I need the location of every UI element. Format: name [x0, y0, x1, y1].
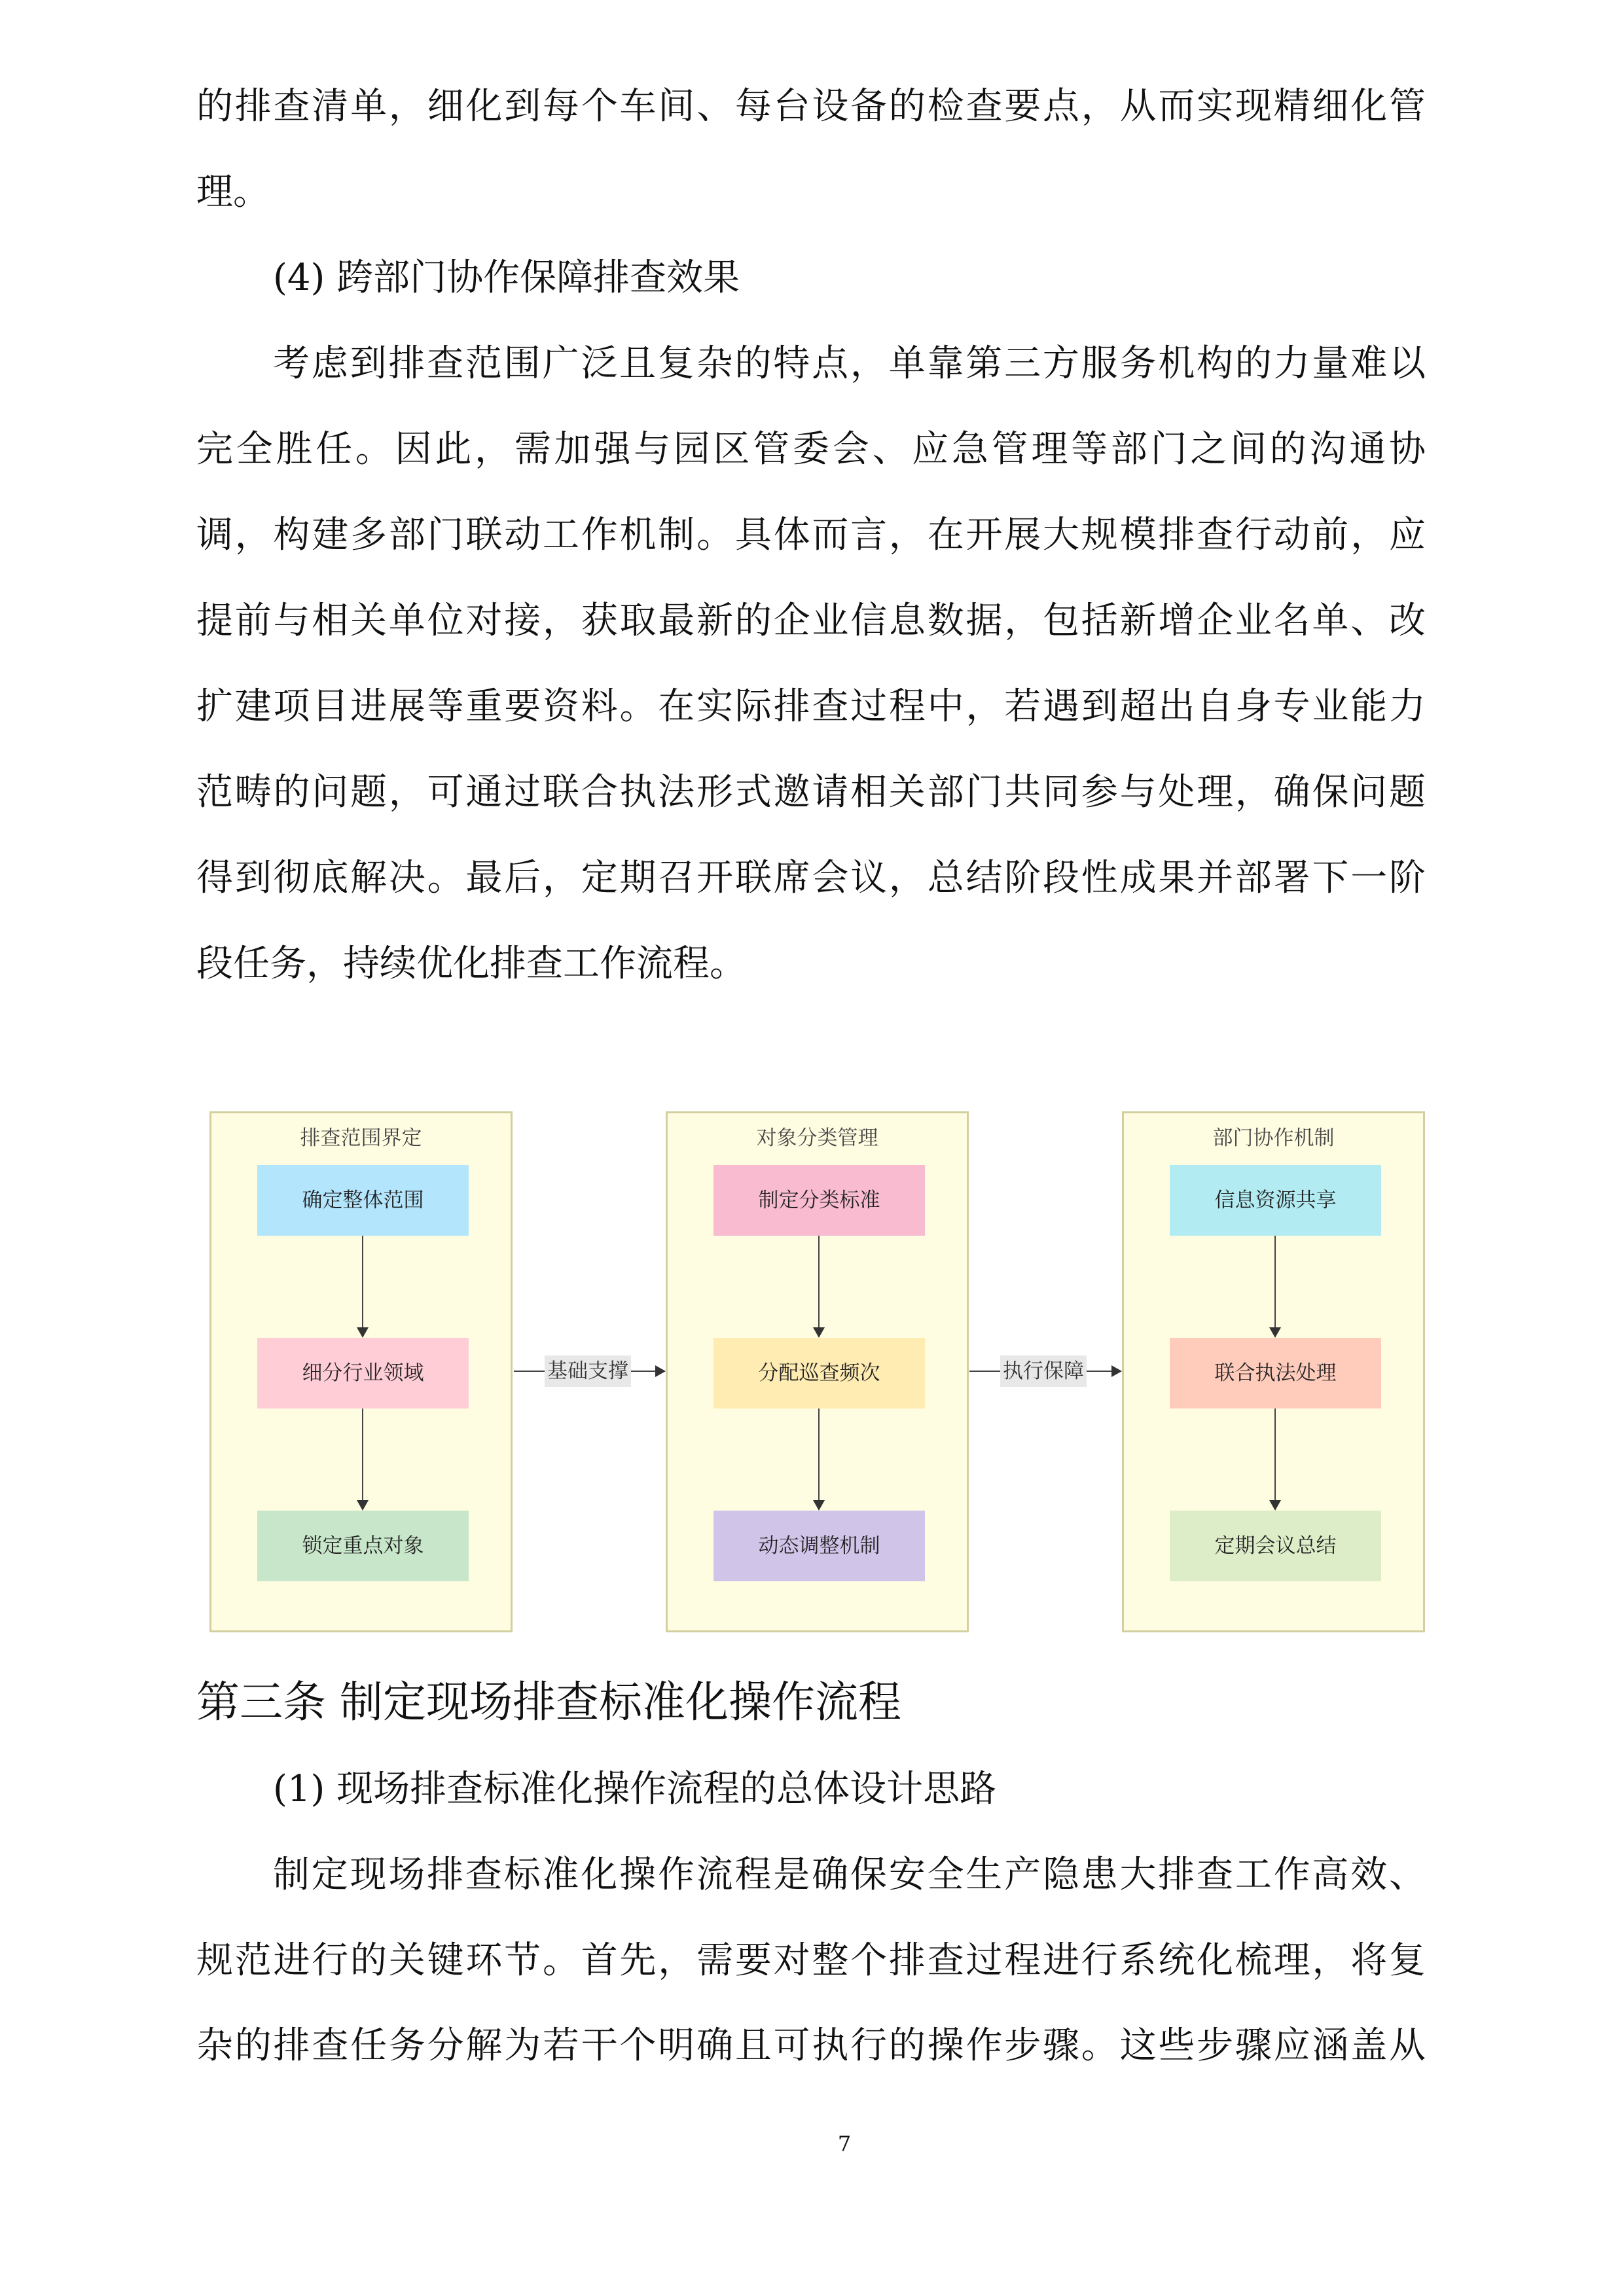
- arrow-head-icon: [813, 1327, 825, 1338]
- arrow-head-icon: [1269, 1500, 1281, 1511]
- arrow-head-icon: [1111, 1365, 1122, 1377]
- paragraph-line: 制定现场排查标准化操作流程是确保安全生产隐患大排查工作高效、: [273, 1854, 1426, 1896]
- arrow-line: [362, 1236, 363, 1334]
- group-title: 排查范围界定: [300, 1126, 422, 1150]
- arrow-head-icon: [813, 1500, 825, 1511]
- arrow-head-icon: [357, 1327, 369, 1338]
- group-title: 部门协作机制: [1212, 1126, 1335, 1150]
- paragraph-line: 调，构建多部门联动工作机制。具体而言，在开展大规模排查行动前，应: [196, 514, 1426, 556]
- page-number: 7: [837, 2131, 852, 2156]
- paragraph-line: 段任务，持续优化排查工作流程。: [196, 942, 746, 985]
- arrow-line: [1274, 1408, 1276, 1507]
- group-scope: [209, 1111, 513, 1632]
- group-classification: [666, 1111, 969, 1632]
- step-box: 锁定重点对象: [257, 1511, 469, 1581]
- paragraph-line: 规范进行的关键环节。首先，需要对整个排查过程进行系统化梳理，将复: [196, 1939, 1426, 1982]
- arrow-line: [1274, 1236, 1276, 1334]
- step-box: 制定分类标准: [713, 1165, 925, 1236]
- arrow-head-icon: [655, 1365, 666, 1377]
- arrow-line: [818, 1408, 820, 1507]
- link-label: 基础支撑: [545, 1355, 631, 1387]
- arrow-head-icon: [357, 1500, 369, 1511]
- group-collaboration: [1122, 1111, 1425, 1632]
- paragraph-line: 提前与相关单位对接，获取最新的企业信息数据，包括新增企业名单、改: [196, 600, 1426, 642]
- subsection-heading: (1) 现场排查标准化操作流程的总体设计思路: [273, 1768, 997, 1810]
- step-box: 信息资源共享: [1170, 1165, 1381, 1236]
- link-label: 执行保障: [1000, 1355, 1087, 1387]
- step-box: 动态调整机制: [713, 1511, 925, 1581]
- section-heading: 第三条 制定现场排查标准化操作流程: [196, 1677, 901, 1727]
- paragraph-line: 完全胜任。因此，需加强与园区管委会、应急管理等部门之间的沟通协: [196, 428, 1426, 471]
- paragraph-line: 考虑到排查范围广泛且复杂的特点，单靠第三方服务机构的力量难以: [273, 342, 1426, 385]
- arrow-line: [362, 1408, 363, 1507]
- subsection-heading: (4) 跨部门协作保障排查效果: [273, 257, 740, 299]
- arrow-head-icon: [1269, 1327, 1281, 1338]
- paragraph-line: 杂的排查任务分解为若干个明确且可执行的操作步骤。这些步骤应涵盖从: [196, 2024, 1426, 2067]
- arrow-line: [818, 1236, 820, 1334]
- paragraph-line: 扩建项目进展等重要资料。在实际排查过程中，若遇到超出自身专业能力: [196, 685, 1426, 728]
- step-box: 定期会议总结: [1170, 1511, 1381, 1581]
- step-box: 确定整体范围: [257, 1165, 469, 1236]
- step-box: 分配巡查频次: [713, 1338, 925, 1408]
- paragraph-line: 理。: [196, 171, 270, 213]
- paragraph-line: 范畴的问题，可通过联合执法形式邀请相关部门共同参与处理，确保问题: [196, 771, 1426, 814]
- step-box: 细分行业领域: [257, 1338, 469, 1408]
- paragraph-line: 的排查清单，细化到每个车间、每台设备的检查要点，从而实现精细化管: [196, 85, 1426, 128]
- step-box: 联合执法处理: [1170, 1338, 1381, 1408]
- group-title: 对象分类管理: [756, 1126, 878, 1150]
- paragraph-line: 得到彻底解决。最后，定期召开联席会议，总结阶段性成果并部署下一阶: [196, 857, 1426, 899]
